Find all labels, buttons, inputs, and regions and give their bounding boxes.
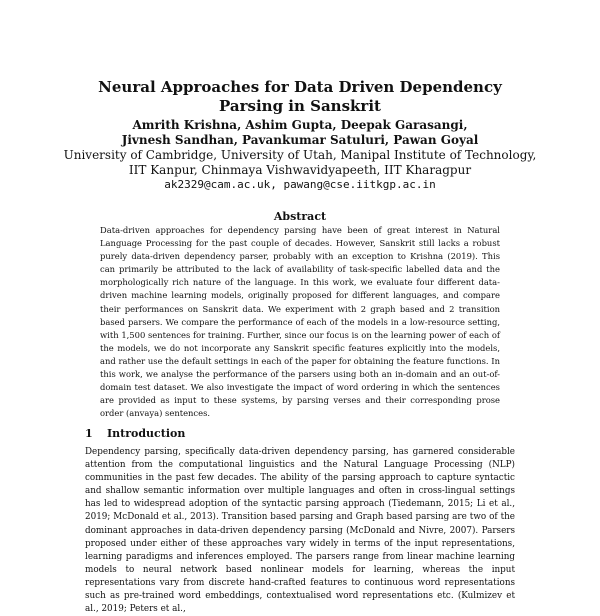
abstract-heading: Abstract — [273, 210, 327, 223]
abstract-text: Data-driven approaches for dependency parsing have been of great interest in Natural Language Processing for the past couple of decades. However, Sanskrit still lacks a robust purely data-driven dependency parser, probably with an exception to Krishna (2019). This can primarily be attributed to the lack of availability of task-specific labelled data and the morphologically rich nature of the language. In this work, we evaluate four different data-driven machine learning models, originally proposed for different languages, and compare their performances on Sanskrit data. We experiment with 2 graph based and 2 transition based parsers. We compare the performance of each of the models in a low-resource setting, with 1,500 sentences for training. Further, since our focus is on the learning power of each of the models, we do not incorporate any Sanskrit specific features explicitly into the models, and rather use the default settings in each of the paper for obtaining the feature functions. In this work, we analyse the performance of the parsers using both an in-domain and an out-of-domain test dataset. We also investigate the impact of word ordering in which the sentences are provided as input to these systems, by parsing verses and their corresponding prose order (anvaya) sentences. — [100, 225, 500, 419]
affiliation-line-1: University of Cambridge, University of Utah, Manipal Institute of Technology, — [63, 148, 537, 162]
section-heading — [85, 427, 185, 441]
introduction-text: Dependency parsing, specifically data-driven dependency parsing, has garnered considerable attention from the computational linguistics and the Natural Language Processing (NLP) communities in the past few decades. The ability of the parsing approach to capture syntactic and shallow semantic information over multiple languages and often in cross-lingual settings has led to widespread adoption of the syntactic parsing approach (Tiedemann, 2015; Li et al., 2019; McDonald et al., 2013). Transition based parsing and Graph based parsing are two of the dominant approaches in data-driven dependency parsing (McDonald and Nivre, 2007). Parsers proposed under either of these approaches vary widely in terms of the input representations, learning paradigms and inferences employed. The parsers range from linear machine learning models to neural network based nonlinear models for learning, whereas the input representations vary from discrete hand-crafted features to continuous word representations such as pre-trained word embeddings, contextualised word representations etc. (Kulmizev et al., 2019; Peters et al., — [85, 447, 515, 615]
author-emails: ak2329@cam.ac.uk, pawang@cse.iitkgp.ac.in — [164, 178, 436, 191]
authors-line-1: Amrith Krishna, Ashim Gupta, Deepak Garasangi, — [132, 118, 468, 132]
affiliations — [60, 148, 540, 178]
paper-title: Neural Approaches for Data Driven Dependency Parsing in Sanskrit — [98, 78, 502, 115]
section-title: Introduction — [107, 427, 186, 440]
author-list — [60, 118, 540, 148]
affiliation-line-2: IIT Kanpur, Chinmaya Vishwavidyapeeth, IIT Kharagpur — [128, 163, 472, 177]
section-number: 1 — [85, 427, 93, 440]
authors-line-2: Jivnesh Sandhan, Pavankumar Satuluri, Pawan Goyal — [121, 133, 479, 147]
